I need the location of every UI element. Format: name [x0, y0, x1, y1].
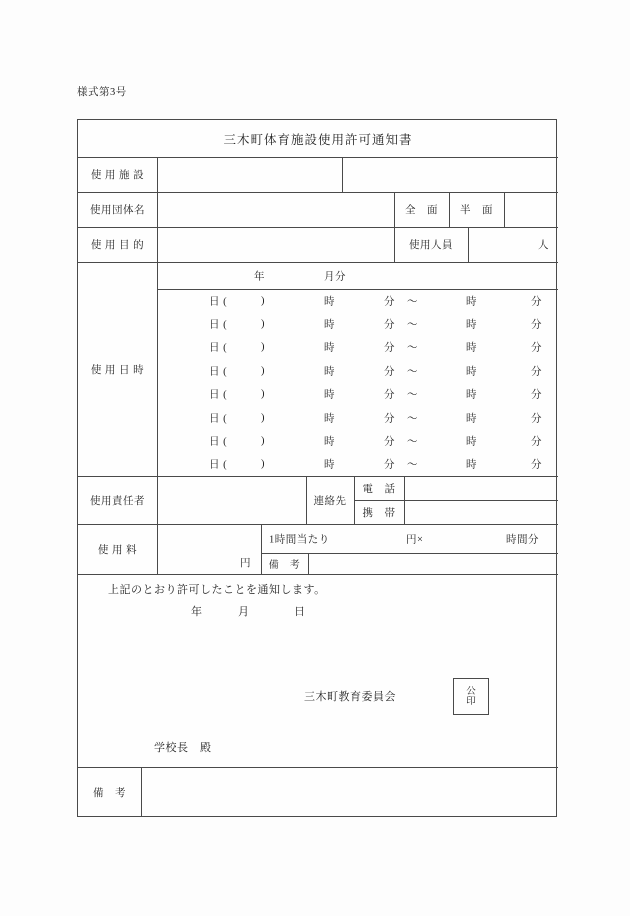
schedule-hour-end: 時 — [466, 436, 477, 448]
schedule-minute-end: 分 — [531, 436, 542, 448]
fee-label: 使 用 料 — [97, 544, 138, 556]
h-divider — [78, 574, 558, 575]
schedule-hour-start: 時 — [324, 342, 335, 354]
schedule-minute-start: 分 — [384, 296, 395, 308]
schedule-tilde: ～ — [407, 389, 418, 401]
schedule-row — [157, 312, 558, 335]
month-label: 月分 — [324, 271, 346, 282]
form-title: 三木町体育施設使用許可通知書 — [223, 132, 413, 147]
schedule-paren-close: ) — [261, 388, 265, 400]
schedule-hour-end: 時 — [466, 413, 477, 425]
v-divider — [404, 476, 405, 524]
notice-month: 月 — [238, 606, 250, 618]
fee-unit: 円 — [240, 558, 251, 569]
seal-char-top: 公 — [466, 686, 476, 697]
phone-label: 電 話 — [362, 483, 396, 495]
full-court-label: 全 面 — [405, 205, 438, 216]
committee-name: 三木町教育委員会 — [304, 691, 396, 703]
schedule-minute-start: 分 — [384, 413, 395, 425]
schedule-minute-end: 分 — [531, 296, 542, 308]
schedule-day-open: 日 ( — [209, 436, 228, 448]
schedule-day-open: 日 ( — [209, 342, 228, 354]
attendees-unit: 人 — [538, 240, 549, 251]
h-divider — [78, 767, 558, 768]
fee-note-label: 備 考 — [268, 560, 301, 571]
use-datetime-label: 使 用 日 時 — [90, 364, 145, 376]
fee-hours-label: 時間分 — [506, 534, 539, 545]
schedule-tilde: ～ — [407, 436, 418, 448]
v-divider — [141, 767, 142, 817]
schedule-minute-start: 分 — [384, 436, 395, 448]
recipient-label: 学校長 殿 — [154, 742, 212, 754]
schedule-paren-close: ) — [261, 365, 265, 377]
schedule-tilde: ～ — [407, 319, 418, 331]
schedule-hour-end: 時 — [466, 342, 477, 354]
schedule-minute-start: 分 — [384, 389, 395, 401]
notice-year: 年 — [191, 606, 203, 618]
schedule-day-open: 日 ( — [209, 389, 228, 401]
schedule-tilde: ～ — [407, 342, 418, 354]
schedule-minute-end: 分 — [531, 413, 542, 425]
purpose-label: 使 用 目 的 — [90, 240, 145, 251]
schedule-row — [157, 289, 558, 312]
schedule-hour-start: 時 — [324, 459, 335, 471]
schedule-hour-start: 時 — [324, 413, 335, 425]
schedule-day-open: 日 ( — [209, 366, 228, 378]
schedule-hour-end: 時 — [466, 366, 477, 378]
form-number: 様式第3号 — [77, 87, 127, 98]
schedule-row — [157, 336, 558, 359]
responsible-person-label: 使用責任者 — [90, 495, 145, 507]
v-divider — [342, 157, 343, 192]
schedule-day-open: 日 ( — [209, 319, 228, 331]
schedule-paren-close: ) — [261, 318, 265, 330]
schedule-hour-end: 時 — [466, 296, 477, 308]
schedule-hour-end: 時 — [466, 319, 477, 331]
schedule-tilde: ～ — [407, 366, 418, 378]
schedule-minute-start: 分 — [384, 459, 395, 471]
mobile-label: 携 帯 — [362, 507, 396, 519]
schedule-hour-start: 時 — [324, 319, 335, 331]
schedule-paren-close: ) — [261, 458, 265, 470]
schedule-paren-close: ) — [261, 295, 265, 307]
fee-per-hour-row — [261, 524, 558, 553]
schedule-minute-end: 分 — [531, 366, 542, 378]
schedule-paren-close: ) — [261, 435, 265, 447]
fee-per-hour-label: 1時間当たり — [269, 534, 330, 545]
schedule-hour-start: 時 — [324, 389, 335, 401]
schedule-row — [157, 383, 558, 406]
v-divider — [308, 553, 309, 574]
schedule-row — [157, 453, 558, 476]
schedule-row — [157, 406, 558, 429]
schedule-hour-start: 時 — [324, 436, 335, 448]
schedule-row — [157, 359, 558, 382]
schedule-header — [157, 262, 558, 289]
schedule-day-open: 日 ( — [209, 413, 228, 425]
v-divider — [504, 192, 505, 227]
half-court-label: 半 面 — [460, 205, 493, 216]
group-name-label: 使用団体名 — [90, 205, 145, 216]
notice-text: 上記のとおり許可したことを通知します。 — [108, 584, 326, 596]
notice-day: 日 — [294, 606, 306, 618]
schedule-minute-end: 分 — [531, 342, 542, 354]
schedule-hour-end: 時 — [466, 459, 477, 471]
schedule-hour-end: 時 — [466, 389, 477, 401]
fee-yen-times: 円× — [406, 534, 424, 545]
schedule-minute-end: 分 — [531, 319, 542, 331]
schedule-hour-start: 時 — [324, 296, 335, 308]
schedule-day-open: 日 ( — [209, 459, 228, 471]
facility-label: 使 用 施 設 — [90, 170, 145, 181]
attendees-label: 使用人員 — [409, 240, 453, 251]
schedule-paren-close: ) — [261, 412, 265, 424]
remarks-label: 備 考 — [93, 787, 126, 799]
year-label: 年 — [254, 271, 265, 282]
schedule-tilde: ～ — [407, 413, 418, 425]
schedule-row — [157, 429, 558, 452]
schedule-minute-end: 分 — [531, 389, 542, 401]
permit-form-table — [77, 119, 557, 817]
schedule-minute-end: 分 — [531, 459, 542, 471]
schedule-paren-close: ) — [261, 341, 265, 353]
schedule-minute-start: 分 — [384, 342, 395, 354]
schedule-day-open: 日 ( — [209, 296, 228, 308]
contact-label: 連絡先 — [313, 495, 347, 507]
schedule-rows — [157, 289, 558, 476]
seal-char-bottom: 印 — [466, 696, 476, 707]
schedule-tilde: ～ — [407, 459, 418, 471]
schedule-hour-start: 時 — [324, 366, 335, 378]
schedule-tilde: ～ — [407, 296, 418, 308]
official-seal-box — [453, 678, 489, 715]
schedule-minute-start: 分 — [384, 366, 395, 378]
schedule-minute-start: 分 — [384, 319, 395, 331]
